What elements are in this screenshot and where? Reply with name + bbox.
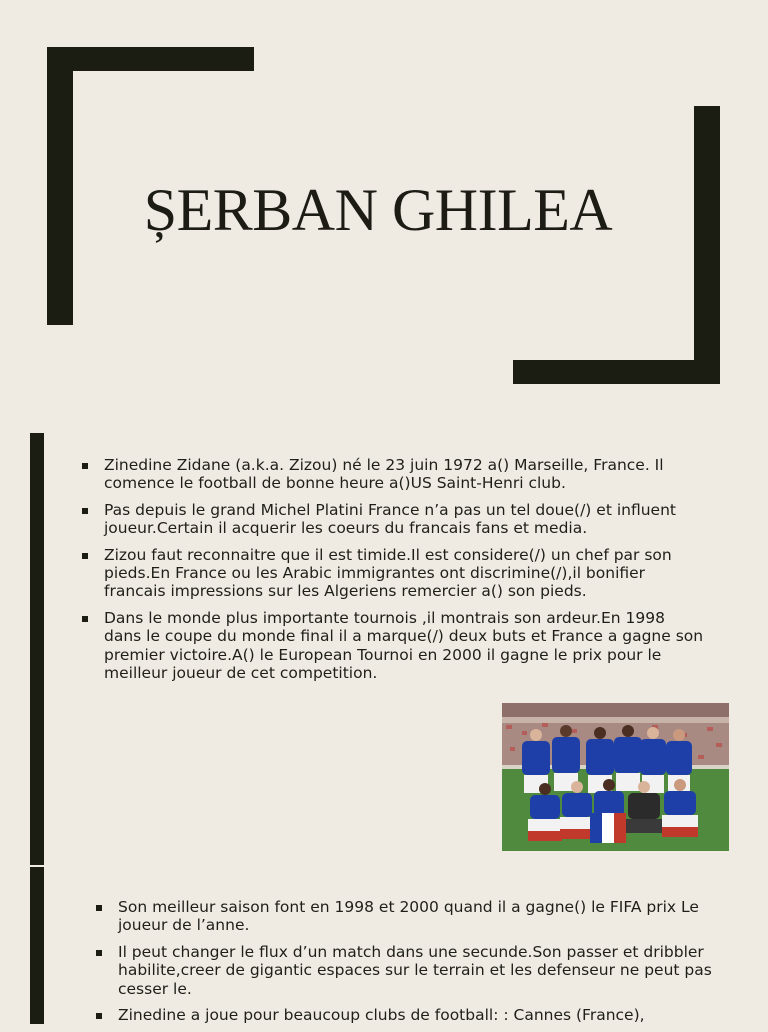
slide-title: ȘERBAN GHILEA — [143, 177, 613, 243]
list-item — [118, 898, 718, 935]
slide2-accent-bar — [30, 433, 44, 865]
list-item — [118, 1006, 718, 1024]
square-bullet-icon — [82, 508, 88, 514]
bullet-text: Zinedine Zidane (a.k.a. Zizou) né le 23 juin 1972 a() Marseille, France. Il comence le football de bonne heure a()US Saint-Henri club. — [104, 456, 664, 493]
list-item — [104, 546, 704, 601]
list-item — [104, 609, 704, 683]
bullet-text: Zinedine a joue pour beaucoup clubs de football: : Cannes (France), — [118, 1006, 645, 1025]
square-bullet-icon — [82, 616, 88, 622]
square-bullet-icon — [96, 905, 102, 911]
frame-top-left-horizontal — [47, 47, 254, 71]
frame-bottom-right-horizontal — [513, 360, 720, 384]
square-bullet-icon — [82, 553, 88, 559]
bullet-text: Zizou faut reconnaitre que il est timide.Il est considere(/) un chef par son pieds.En France ou les Arabic immigrantes ont discrimine(/),il bonifier francais impressions sur les Algeriens remercier a() son pieds. — [104, 545, 672, 601]
list-item — [104, 456, 704, 493]
team-photo — [502, 703, 729, 851]
slide3-bullet-list — [118, 898, 718, 1032]
slide3-accent-bar — [30, 867, 44, 1024]
bullet-text: Il peut changer le flux d’un match dans une secunde.Son passer et dribbler habilite,creer de gigantic espaces sur le terrain et les defenseur ne peut pas cesser le. — [118, 942, 712, 998]
bullet-text: Dans le monde plus importante tournois ,il montrais son ardeur.En 1998 dans le coupe du monde final il a marque(/) deux buts et France a gagne son premier victoire.A() le European Tournoi en 2000 il gagne le prix pour le meilleur joueur de cet competition. — [104, 608, 704, 683]
list-item — [118, 943, 718, 998]
list-item — [104, 501, 704, 538]
bullet-text: Pas depuis le grand Michel Platini France n’a pas un tel doue(/) et influent joueur.Certain il acquerir les coeurs du francais fans et media. — [104, 500, 676, 538]
square-bullet-icon — [96, 1013, 102, 1019]
slide2-bullet-list — [104, 456, 704, 690]
bullet-text: Son meilleur saison font en 1998 et 2000 quand il a gagne() le FIFA prix Le joueur de l’anne. — [118, 898, 699, 935]
square-bullet-icon — [82, 463, 88, 469]
square-bullet-icon — [96, 950, 102, 956]
